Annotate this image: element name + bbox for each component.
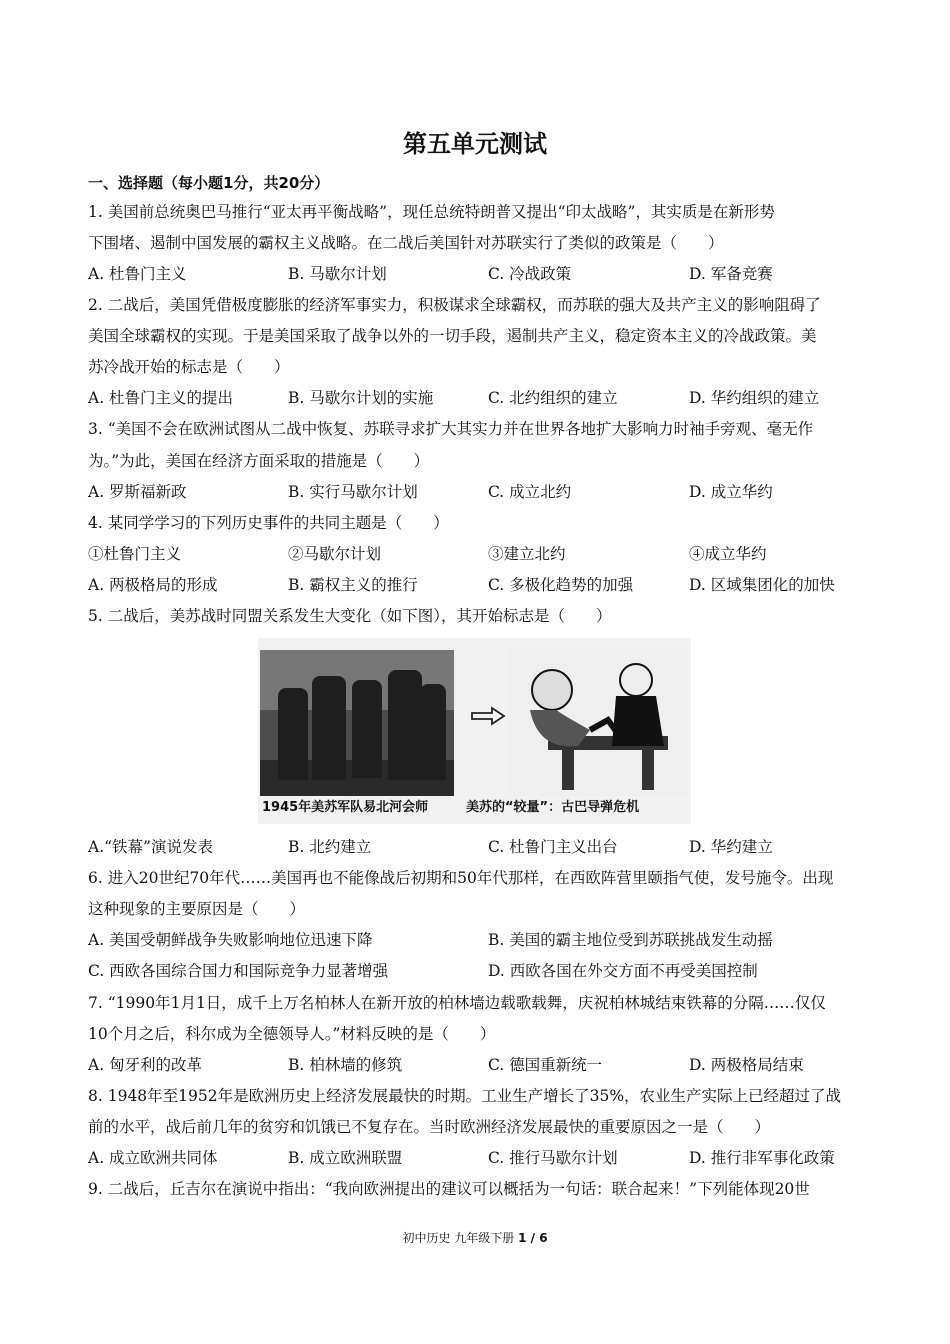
question-4-item-2: ②马歇尔计划 <box>288 545 382 563</box>
question-7-option-b: B. 柏林墙的修筑 <box>288 1056 403 1074</box>
question-1-option-d: D. 军备竞赛 <box>689 265 773 283</box>
question-2-line-2: 美国全球霸权的实现。于是美国采取了战争以外的一切手段，遏制共产主义，稳定资本主义的冷战政策。美 <box>88 327 817 345</box>
question-4-item-4: ④成立华约 <box>689 545 767 563</box>
question-7-option-c: C. 德国重新统一 <box>488 1056 603 1074</box>
question-5-option-d: D. 华约建立 <box>689 838 773 856</box>
section-heading: 一、选择题（每小题1分，共20分） <box>88 174 330 192</box>
question-8-line-2: 前的水平，战后前几年的贫穷和饥饿已不复存在。当时欧洲经济发展最快的重要原因之一是（ ） <box>88 1118 771 1136</box>
question-1-line-1: 1. 美国前总统奥巴马推行“亚太再平衡战略”，现任总统特朗普又提出“印太战略”，其实质是在新形势 <box>88 203 775 221</box>
question-1-line-2: 下围堵、遏制中国发展的霸权主义战略。在二战后美国针对苏联实行了类似的政策是（ ） <box>88 234 724 252</box>
question-5-figure <box>258 638 691 824</box>
question-1-option-b: B. 马歇尔计划 <box>288 265 387 283</box>
question-8-line-1: 8. 1948年至1952年是欧洲历史上经济发展最快的时期。工业生产增长了35%，农业生产实际上已经超过了战 <box>88 1087 842 1105</box>
question-6-line-1: 6. 进入20世纪70年代……美国再也不能像战后初期和50年代那样，在西欧阵营里颐指气使，发号施令。出现 <box>88 869 834 887</box>
question-4-option-b: B. 霸权主义的推行 <box>288 576 418 594</box>
question-3-option-d: D. 成立华约 <box>689 483 773 501</box>
question-3-line-1: 3. “美国不会在欧洲试图从二战中恢复、苏联寻求扩大其实力并在世界各地扩大影响力时袖手旁观、毫无作 <box>88 420 814 438</box>
page-title: 第五单元测试 <box>403 130 547 158</box>
question-4-option-a: A. 两极格局的形成 <box>88 576 218 594</box>
question-3-option-c: C. 成立北约 <box>488 483 572 501</box>
question-4-line-1: 4. 某同学学习的下列历史事件的共同主题是（ ） <box>88 514 449 532</box>
question-5-option-c: C. 杜鲁门主义出台 <box>488 838 618 856</box>
question-2-option-d: D. 华约组织的建立 <box>689 389 820 407</box>
figure-caption-left: 1945年美苏军队易北河会师 <box>262 800 429 815</box>
arrow-right-icon <box>470 706 506 726</box>
question-8-option-a: A. 成立欧洲共同体 <box>88 1149 218 1167</box>
question-3-option-a: A. 罗斯福新政 <box>88 483 187 501</box>
question-8-option-c: C. 推行马歇尔计划 <box>488 1149 618 1167</box>
question-6-line-2: 这种现象的主要原因是（ ） <box>88 900 306 918</box>
question-4-option-d: D. 区域集团化的加快 <box>689 576 835 594</box>
question-6-option-a: A. 美国受朝鲜战争失败影响地位迅速下降 <box>88 931 373 949</box>
question-7-line-1: 7. “1990年1月1日，成千上万名柏林人在新开放的柏林墙边载歌载舞，庆祝柏林城结束铁幕的分隔……仅仅 <box>88 994 826 1012</box>
question-4-item-1: ①杜鲁门主义 <box>88 545 182 563</box>
question-3-option-b: B. 实行马歇尔计划 <box>288 483 418 501</box>
question-1-option-a: A. 杜鲁门主义 <box>88 265 187 283</box>
question-7-option-d: D. 两极格局结束 <box>689 1056 804 1074</box>
question-5-option-b: B. 北约建立 <box>288 838 372 856</box>
question-5-line-1: 5. 二战后，美苏战时同盟关系发生大变化（如下图），其开始标志是（ ） <box>88 607 612 625</box>
elbe-meeting-photo <box>260 650 454 796</box>
question-4-item-3: ③建立北约 <box>488 545 566 563</box>
question-6-option-d: D. 西欧各国在外交方面不再受美国控制 <box>488 962 758 980</box>
footer-page-number: 1 / 6 <box>518 1231 548 1245</box>
question-7-option-a: A. 匈牙利的改革 <box>88 1056 203 1074</box>
question-2-line-3: 苏冷战开始的标志是（ ） <box>88 358 290 376</box>
question-4-option-c: C. 多极化趋势的加强 <box>488 576 634 594</box>
figure-caption-right: 美苏的“较量”：古巴导弹危机 <box>466 800 640 815</box>
question-5-option-a: A.“铁幕”演说发表 <box>88 838 213 856</box>
question-8-option-b: B. 成立欧洲联盟 <box>288 1149 403 1167</box>
footer-course: 初中历史 九年级下册 <box>402 1231 515 1245</box>
question-2-option-a: A. 杜鲁门主义的提出 <box>88 389 234 407</box>
page-footer <box>0 1229 950 1246</box>
arm-wrestling-cartoon <box>508 650 688 796</box>
question-8-option-d: D. 推行非军事化政策 <box>689 1149 835 1167</box>
question-9-line-1: 9. 二战后，丘吉尔在演说中指出：“我向欧洲提出的建议可以概括为一句话：联合起来！”下列能体现20世 <box>88 1180 810 1198</box>
question-2-line-1: 2. 二战后，美国凭借极度膨胀的经济军事实力，积极谋求全球霸权，而苏联的强大及共产主义的影响阻碍了 <box>88 296 821 314</box>
question-6-option-c: C. 西欧各国综合国力和国际竞争力显著增强 <box>88 962 389 980</box>
question-7-line-2: 10个月之后，科尔成为全德领导人。”材料反映的是（ ） <box>88 1025 496 1043</box>
question-3-line-2: 为。”为此，美国在经济方面采取的措施是（ ） <box>88 452 430 470</box>
question-6-option-b: B. 美国的霸主地位受到苏联挑战发生动摇 <box>488 931 773 949</box>
question-1-option-c: C. 冷战政策 <box>488 265 572 283</box>
question-2-option-b: B. 马歇尔计划的实施 <box>288 389 434 407</box>
question-2-option-c: C. 北约组织的建立 <box>488 389 618 407</box>
